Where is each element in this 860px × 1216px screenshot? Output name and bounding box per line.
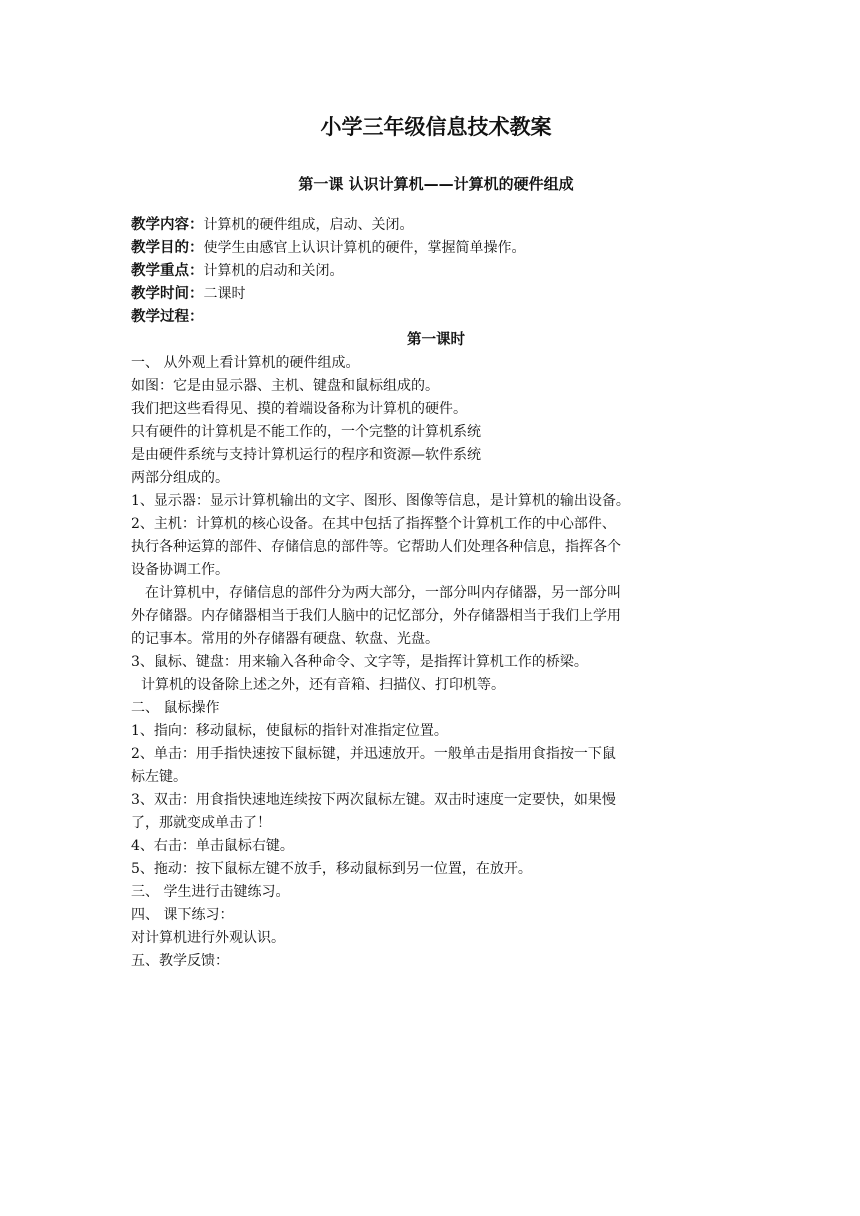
body-line: 2、主机：计算机的核心设备。在其中包括了指挥整个计算机工作的中心部件、 xyxy=(131,516,616,532)
body-line: 标左键。 xyxy=(131,769,187,785)
body-line: 4、右击：单击鼠标右键。 xyxy=(131,838,294,854)
body-line: 我们把这些看得见、摸的着端设备称为计算机的硬件。 xyxy=(131,401,467,417)
body-line: 了，那就变成单击了！ xyxy=(131,815,271,831)
body-line: 外存储器。内存储器相当于我们人脑中的记忆部分，外存储器相当于我们上学用 xyxy=(131,608,621,624)
meta-value: 计算机的启动和关闭。 xyxy=(203,263,344,279)
meta-value: 使学生由感官上认识计算机的硬件，掌握简单操作。 xyxy=(203,240,526,256)
meta-content xyxy=(131,214,741,237)
lesson-subtitle: 第一课 认识计算机——计算机的硬件组成 xyxy=(298,175,574,193)
meta-time xyxy=(131,283,741,306)
body-line: 二、 鼠标操作 xyxy=(131,700,220,716)
document-body xyxy=(131,214,741,973)
meta-value: 计算机的硬件组成，启动、关闭。 xyxy=(203,217,414,233)
body-line: 如图：它是由显示器、主机、键盘和鼠标组成的。 xyxy=(131,378,439,394)
meta-label: 教学目的： xyxy=(131,240,204,256)
body-line: 四、 课下练习： xyxy=(131,907,234,923)
body-line: 5、拖动：按下鼠标左键不放手，移动鼠标到另一位置，在放开。 xyxy=(131,861,532,877)
meta-label: 教学过程： xyxy=(131,309,204,325)
meta-label: 教学内容： xyxy=(131,217,204,233)
body-line: 执行各种运算的部件、存储信息的部件等。它帮助人们处理各种信息，指挥各个 xyxy=(131,539,621,555)
meta-label: 教学重点： xyxy=(131,263,204,279)
body-line: 的记事本。常用的外存储器有硬盘、软盘、光盘。 xyxy=(131,631,439,647)
body-line: 是由硬件系统与支持计算机运行的程序和资源—软件系统 xyxy=(131,447,481,463)
lesson-heading: 第一课时 xyxy=(407,332,465,348)
body-line: 1、显示器：显示计算机输出的文字、图形、图像等信息，是计算机的输出设备。 xyxy=(131,493,630,509)
body-line: 1、指向：移动鼠标，使鼠标的指针对准指定位置。 xyxy=(131,723,448,739)
body-line: 计算机的设备除上述之外，还有音箱、扫描仪、打印机等。 xyxy=(141,677,505,693)
meta-focus xyxy=(131,260,741,283)
body-line: 对计算机进行外观认识。 xyxy=(131,930,285,946)
body-line: 一、 从外观上看计算机的硬件组成。 xyxy=(131,355,360,371)
meta-label: 教学时间： xyxy=(131,286,204,302)
meta-process xyxy=(131,306,741,329)
body-line: 在计算机中，存储信息的部件分为两大部分，一部分叫内存储器，另一部分叫 xyxy=(145,585,621,601)
body-line: 两部分组成的。 xyxy=(131,470,229,486)
document-title: 小学三年级信息技术教案 xyxy=(320,115,552,139)
body-line: 五、教学反馈： xyxy=(131,953,229,969)
body-line: 三、 学生进行击键练习。 xyxy=(131,884,290,900)
body-line: 只有硬件的计算机是不能工作的，一个完整的计算机系统 xyxy=(131,424,481,440)
meta-purpose xyxy=(131,237,741,260)
body-line: 3、鼠标、键盘：用来输入各种命令、文字等，是指挥计算机工作的桥梁。 xyxy=(131,654,588,670)
meta-value: 二课时 xyxy=(203,286,246,302)
body-line: 3、双击：用食指快速地连续按下两次鼠标左键。双击时速度一定要快，如果慢 xyxy=(131,792,616,808)
body-line: 设备协调工作。 xyxy=(131,562,229,578)
body-line: 2、单击：用手指快速按下鼠标键，并迅速放开。一般单击是指用食指按一下鼠 xyxy=(131,746,616,762)
